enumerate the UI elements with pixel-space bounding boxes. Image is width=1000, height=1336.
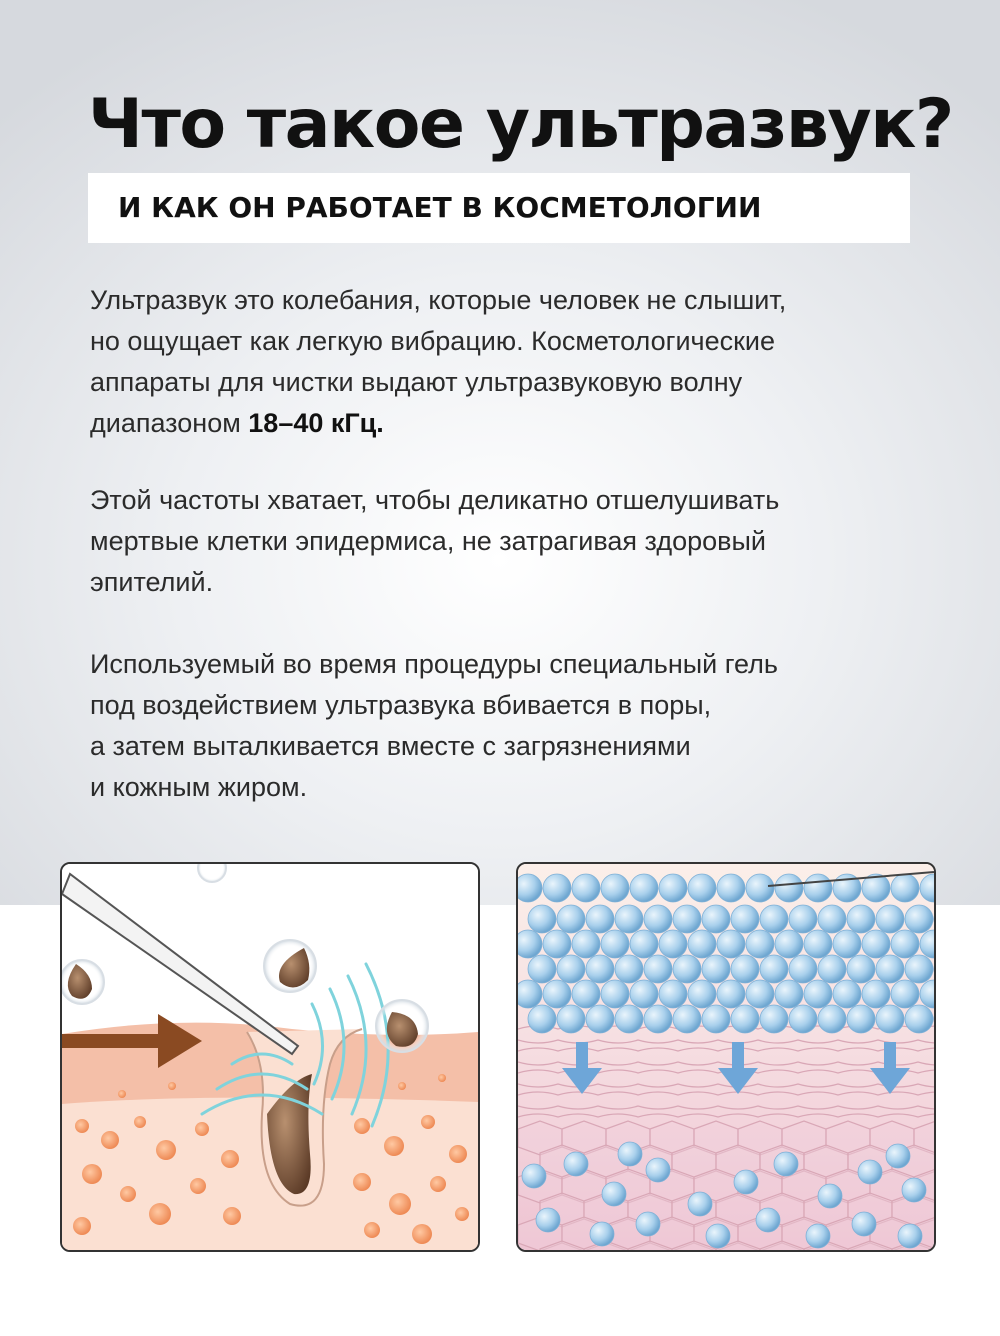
subtitle-banner <box>88 173 910 243</box>
paragraph-text: диапазоном <box>90 408 249 438</box>
gel-penetration-illustration <box>516 862 936 1252</box>
page-title: Что такое ультразвук? <box>88 85 953 164</box>
paragraph-line: аппараты для чистки выдают ультразвуковую волну <box>90 367 743 397</box>
paragraph-line: но ощущает как легкую вибрацию. Косметологические <box>90 326 776 356</box>
paragraph-line: а затем выталкивается вместе с загрязнениями <box>90 731 691 761</box>
gel-penetration-drawing <box>518 864 934 1250</box>
paragraph-line: мертвые клетки эпидермиса, не затрагивая здоровый <box>90 526 766 556</box>
paragraph-line: под воздействием ультразвука вбивается в поры, <box>90 690 712 720</box>
paragraph-line <box>90 403 930 444</box>
paragraph-frequency <box>90 280 930 444</box>
pore-cleansing-drawing <box>62 864 478 1250</box>
paragraph-line: эпителий. <box>90 567 214 597</box>
pore-cleansing-illustration <box>60 862 480 1252</box>
paragraph-line: и кожным жиром. <box>90 772 308 802</box>
frequency-range: 18–40 кГц. <box>248 408 384 438</box>
page-subtitle: И КАК ОН РАБОТАЕТ В КОСМЕТОЛОГИИ <box>118 191 762 224</box>
paragraph-line: Используемый во время процедуры специальный гель <box>90 649 778 679</box>
paragraph-line: Этой частоты хватает, чтобы деликатно отшелушивать <box>90 485 780 515</box>
paragraph-exfoliation <box>90 480 930 603</box>
paragraph-line: Ультразвук это колебания, которые человек не слышит, <box>90 285 787 315</box>
paragraph-gel <box>90 644 930 808</box>
